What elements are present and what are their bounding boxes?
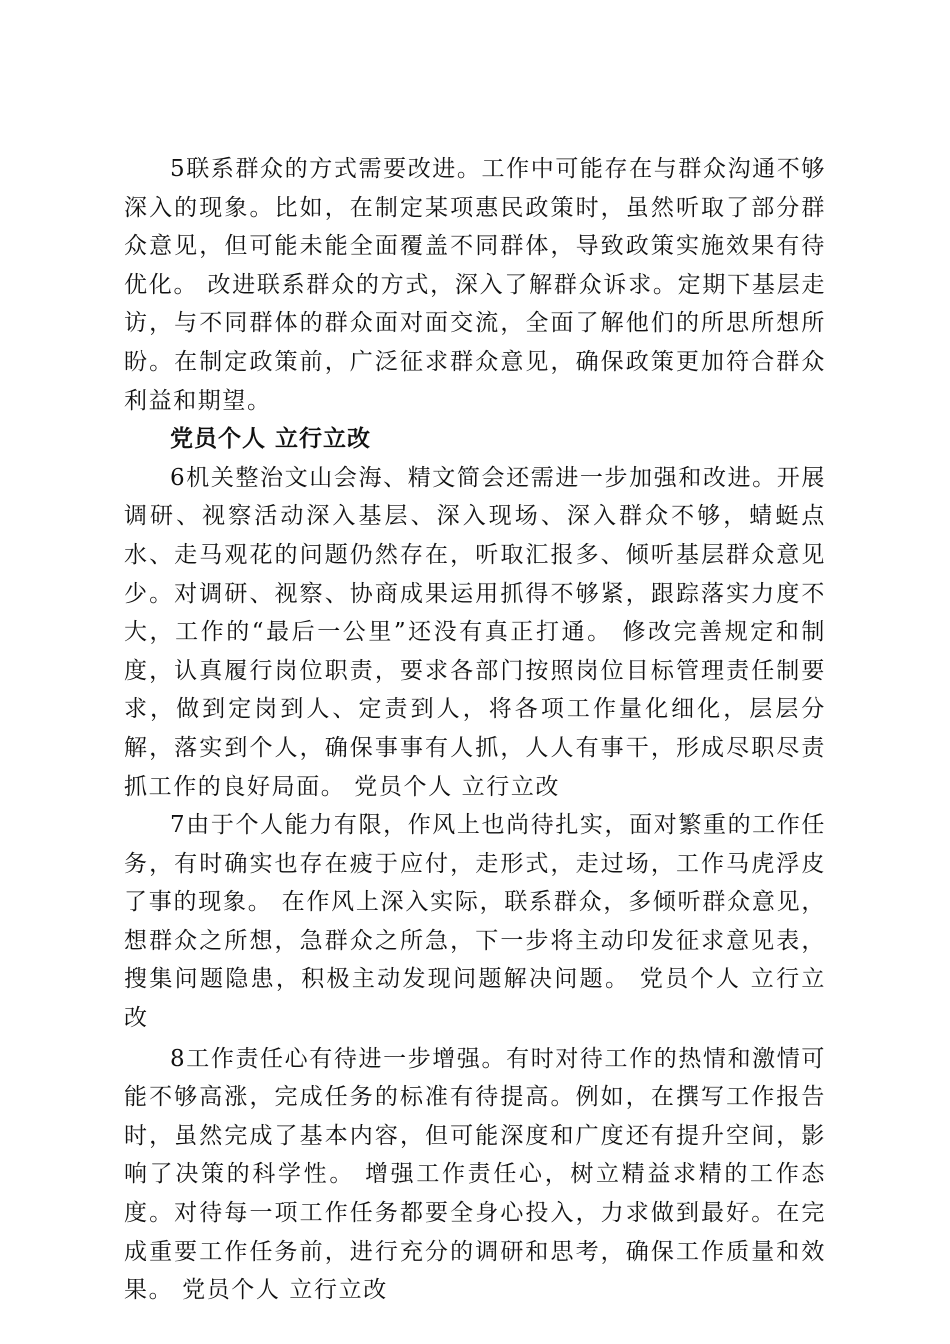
paragraph-item-8: 8工作责任心有待进一步增强。有时对待工作的热情和激情可能不够高涨，完成任务的标准有待提高。例如，在撰写工作报告时，虽然完成了基本内容，但可能深度和广度还有提升空间，影响了决策的科学性。 增强工作责任心，树立精益求精的工作态度。对待每一项工作任务都要全身心投入，力求做到最好。在完成重要工作任务前，进行充分的调研和思考，确保工作质量和效果。 党员个人 立行立改 (124, 1045, 826, 1304)
paragraph-item-6: 6机关整治文山会海、精文简会还需进一步加强和改进。开展调研、视察活动深入基层、深入现场、深入群众不够，蜻蜓点水、走马观花的问题仍然存在，听取汇报多、倾听基层群众意见少。对调研、视察、协商成果运用抓得不够紧，跟踪落实力度不大，工作的“最后一公里”还没有真正打通。 修改完善规定和制度，认真履行岗位职责，要求各部门按照岗位目标管理责任制要求，做到定岗到人、定责到人，将各项工作量化细化，层层分解，落实到个人，确保事事有人抓，人人有事干，形成尽职尽责抓工作的良好局面。 党员个人 立行立改 (124, 464, 826, 800)
document-body (124, 150, 826, 1310)
paragraph-item-5: 5联系群众的方式需要改进。工作中可能存在与群众沟通不够深入的现象。比如，在制定某项惠民政策时，虽然听取了部分群众意见，但可能未能全面覆盖不同群体，导致政策实施效果有待优化。 改进联系群众的方式，深入了解群众诉求。定期下基层走访，与不同群体的群众面对面交流，全面了解他们的所思所想所盼。在制定政策前，广泛征求群众意见，确保政策更加符合群众利益和期望。 (124, 156, 826, 414)
paragraph-item-7: 7由于个人能力有限，作风上也尚待扎实，面对繁重的工作任务，有时确实也存在疲于应付，走形式，走过场，工作马虎浮皮了事的现象。 在作风上深入实际，联系群众，多倾听群众意见，想群众之所想，急群众之所急，下一步将主动印发征求意见表，搜集问题隐患，积极主动发现问题解决问题。 党员个人 立行立改 (124, 812, 826, 1032)
section-heading: 党员个人 立行立改 (170, 425, 372, 453)
